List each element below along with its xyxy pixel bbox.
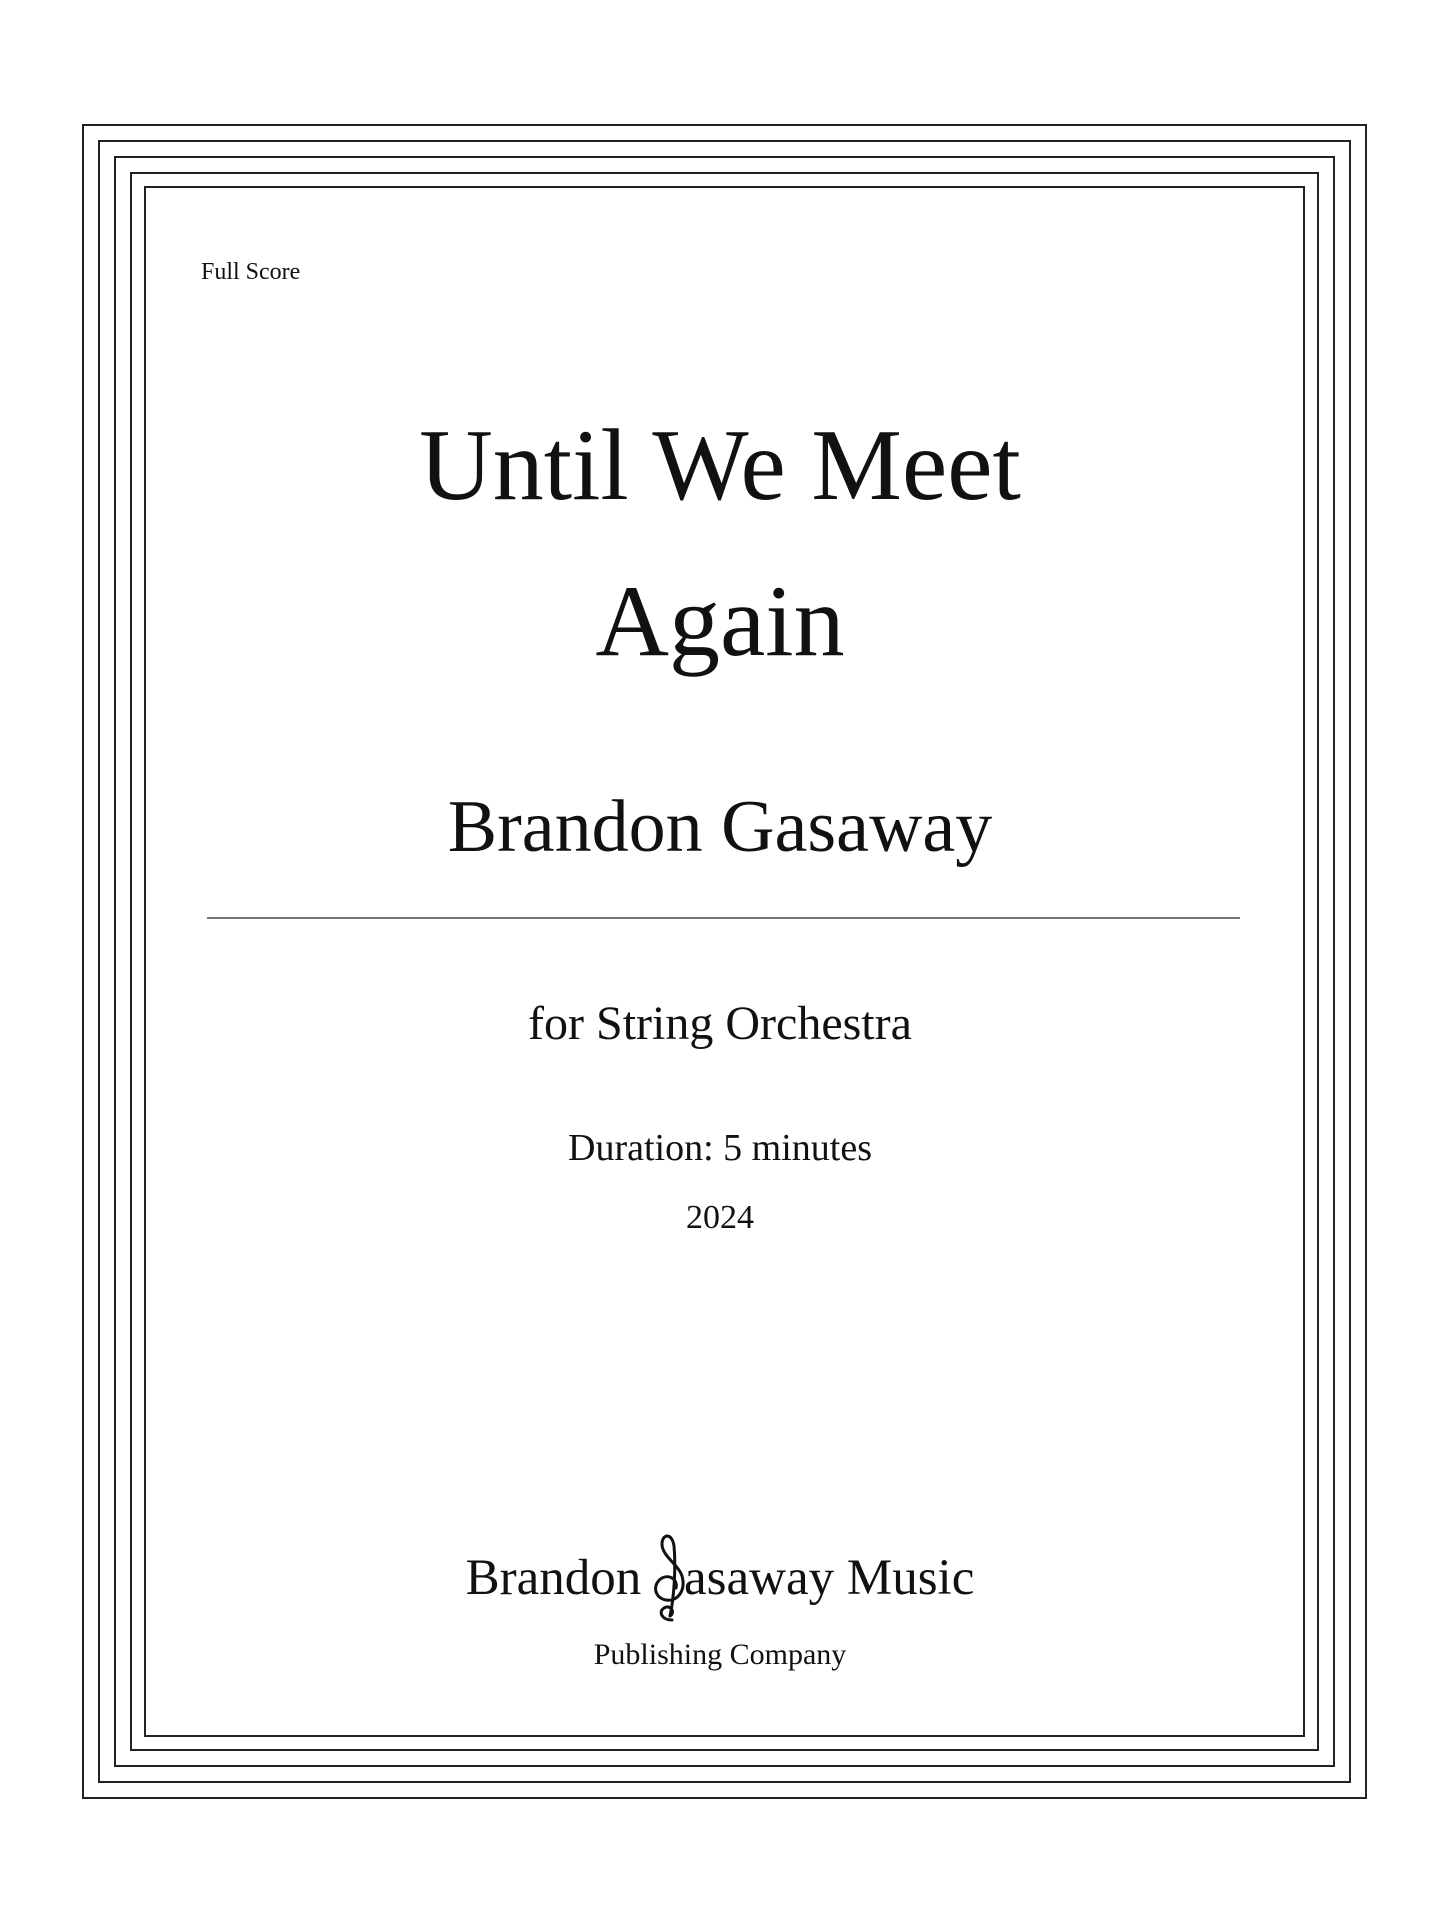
instrumentation: for String Orchestra xyxy=(528,997,912,1050)
publisher-name-part-1: Brandon xyxy=(465,1550,655,1606)
score-type-label: Full Score xyxy=(201,259,301,285)
composer-name: Brandon Gasaway xyxy=(447,786,993,868)
divider-line xyxy=(207,917,1240,919)
year: 2024 xyxy=(686,1199,754,1236)
duration: Duration: 5 minutes xyxy=(568,1127,872,1169)
publisher-name-part-2: asaway Music xyxy=(684,1550,975,1606)
title-line-2: Again xyxy=(595,565,845,678)
title-line-1: Until We Meet xyxy=(419,409,1021,522)
publisher-name xyxy=(0,1546,1440,1604)
treble-clef-g-logo-icon xyxy=(654,1546,684,1602)
publisher-subtitle: Publishing Company xyxy=(593,1638,847,1671)
